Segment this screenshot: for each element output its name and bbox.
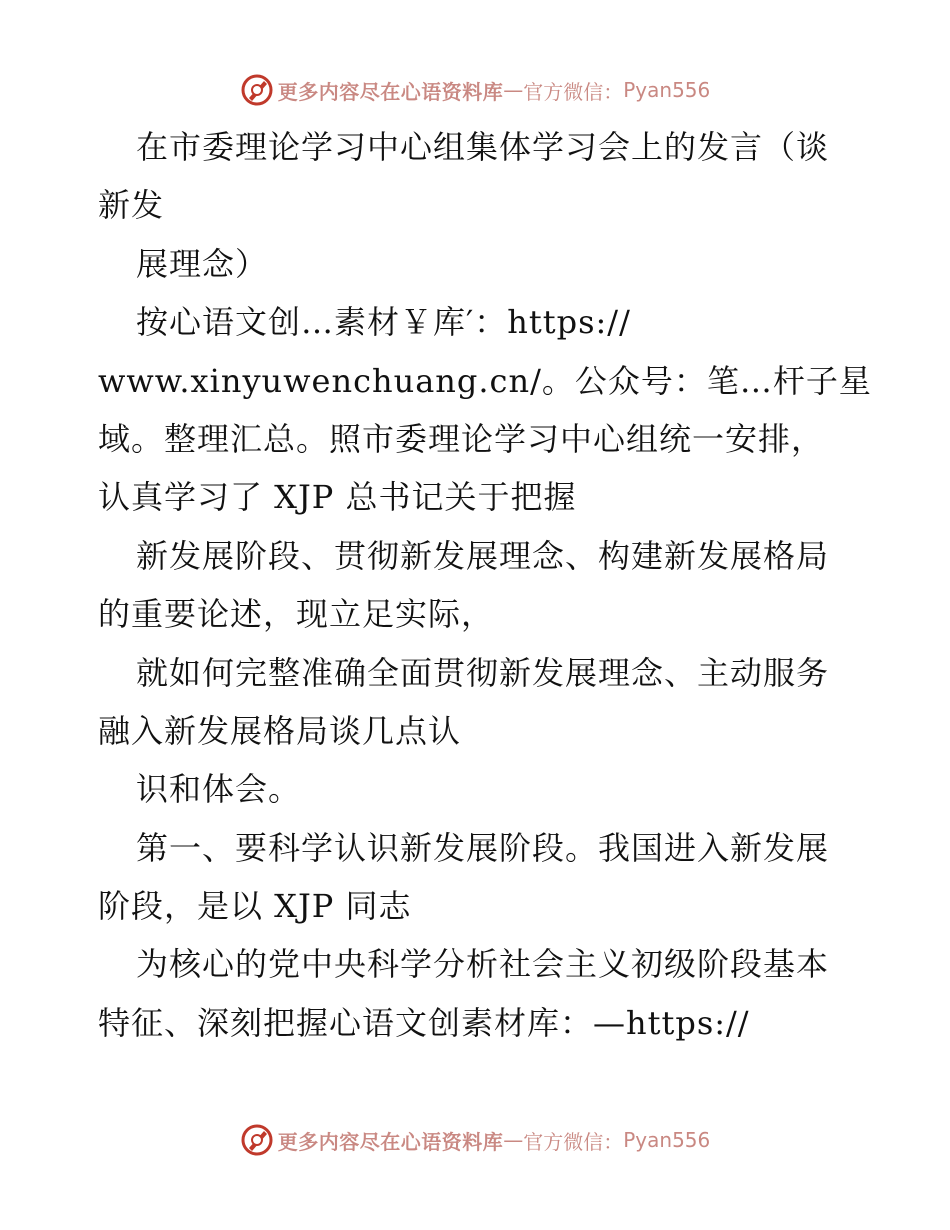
text-line: 新发 xyxy=(98,186,165,225)
text-line: 在市委理论学习中心组集体学习会上的发言（谈 xyxy=(136,128,830,166)
text-line: 特征、深刻把握心语文创素材库：—https:// xyxy=(98,1003,750,1042)
watermark-site-text: 更多内容尽在心语资料库 xyxy=(277,79,504,104)
pen-logo-icon xyxy=(240,73,274,107)
text-line: 阶段，是以 XJP 同志 xyxy=(98,887,412,926)
text-line: www.xinyuwenchuang.cn/。公众号：笔…杆子星 xyxy=(98,361,872,400)
text-line: 按心语文创…素材￥库′：https:// xyxy=(136,303,631,342)
watermark-wechat-id: Pyan556 xyxy=(623,1128,711,1152)
watermark-wechat-id: Pyan556 xyxy=(623,78,711,102)
text-line: 就如何完整准确全面贯彻新发展理念、主动服务 xyxy=(136,653,830,692)
text-line: 识和体会。 xyxy=(136,770,302,809)
watermark-separator: — xyxy=(503,78,524,102)
pen-logo-icon xyxy=(240,1123,274,1157)
text-line: 的重要论述，现立足实际， xyxy=(98,595,495,634)
text-line: 域。整理汇总。照市委理论学习中心组统一安排， xyxy=(98,419,825,458)
watermark-wechat-label: 官方微信： xyxy=(523,79,624,104)
text-line: 展理念） xyxy=(136,244,269,283)
text-line: 第一、要科学认识新发展阶段。我国进入新发展 xyxy=(136,828,830,867)
text-line: 认真学习了 XJP 总书记关于把握 xyxy=(98,478,577,517)
text-line: 新发展阶段、贯彻新发展理念、构建新发展格局 xyxy=(136,536,830,575)
text-line: 为核心的党中央科学分析社会主义初级阶段基本 xyxy=(136,945,830,984)
watermark-separator: — xyxy=(503,1128,524,1152)
footer-watermark xyxy=(0,1120,950,1160)
watermark-site-text: 更多内容尽在心语资料库 xyxy=(277,1129,504,1154)
watermark-wechat-label: 官方微信： xyxy=(523,1129,624,1154)
header-watermark xyxy=(0,70,950,110)
document-body xyxy=(98,118,872,1052)
text-line: 融入新发展格局谈几点认 xyxy=(98,711,462,750)
